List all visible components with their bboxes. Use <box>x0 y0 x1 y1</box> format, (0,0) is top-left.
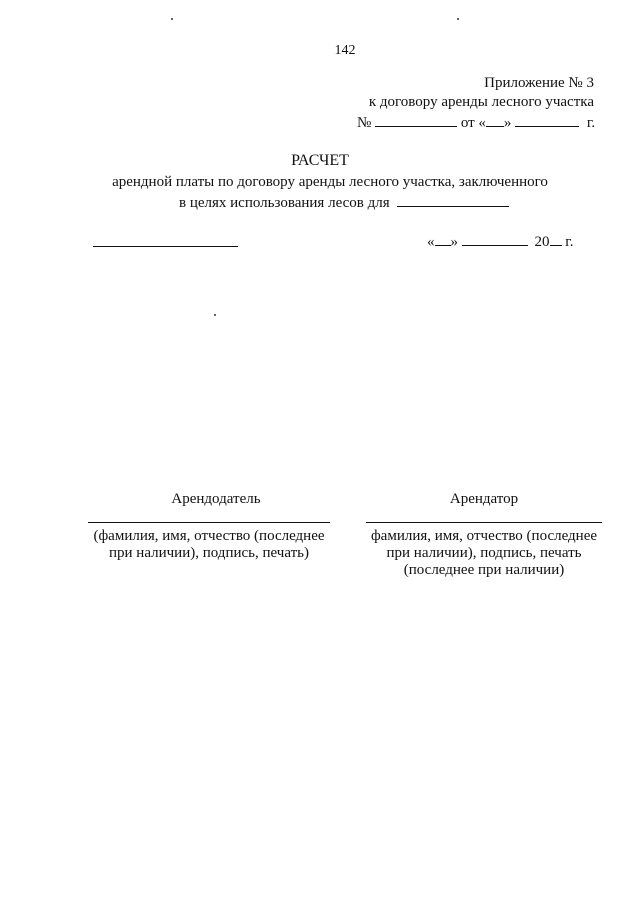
forest-use-purpose-blank[interactable] <box>397 193 509 207</box>
number-sign: № <box>357 115 372 131</box>
contract-number-blank[interactable] <box>375 113 457 127</box>
date-year-prefix: 20 <box>534 234 550 250</box>
lessee-title: Арендатор <box>449 491 519 507</box>
contract-month-blank[interactable] <box>515 113 579 127</box>
date-day-blank[interactable] <box>435 232 451 246</box>
date-quote-open: « <box>427 234 435 250</box>
date-quote-close: » <box>450 234 458 250</box>
place-blank[interactable] <box>93 246 238 247</box>
scan-speck <box>457 18 459 20</box>
date-from-label: от « <box>460 115 486 131</box>
lessor-caption: (фамилия, имя, отчество (последнее при наличии), подпись, печать) <box>93 528 325 561</box>
heading-line-2-text: в целях использования лесов для <box>179 195 390 211</box>
contract-day-blank[interactable] <box>486 113 504 127</box>
scan-speck <box>214 314 216 316</box>
page-number: 142 <box>334 43 356 58</box>
appendix-title: Приложение № 3 <box>484 75 594 91</box>
date-month-blank[interactable] <box>462 232 528 246</box>
year-suffix: г. <box>586 115 596 131</box>
heading-line-2 <box>179 193 509 212</box>
lessee-signature-line[interactable] <box>366 522 602 523</box>
lessee-caption: фамилия, имя, отчество (последнее при наличии), подпись, печать (последнее при наличии) <box>370 528 598 578</box>
quote-close: » <box>503 115 512 131</box>
document-heading: РАСЧЕТ <box>291 152 349 169</box>
scan-speck <box>171 18 173 20</box>
date-year-suffix: г. <box>565 234 574 250</box>
lessor-signature-line[interactable] <box>88 522 330 523</box>
appendix-contract-ref: к договору аренды лесного участка <box>368 94 594 110</box>
heading-line-1: арендной платы по договору аренды лесного участка, заключенного <box>112 174 548 190</box>
date-line <box>427 232 573 251</box>
appendix-number-line <box>357 113 595 132</box>
lessor-title: Арендодатель <box>171 491 261 507</box>
date-year-blank[interactable] <box>550 232 562 246</box>
